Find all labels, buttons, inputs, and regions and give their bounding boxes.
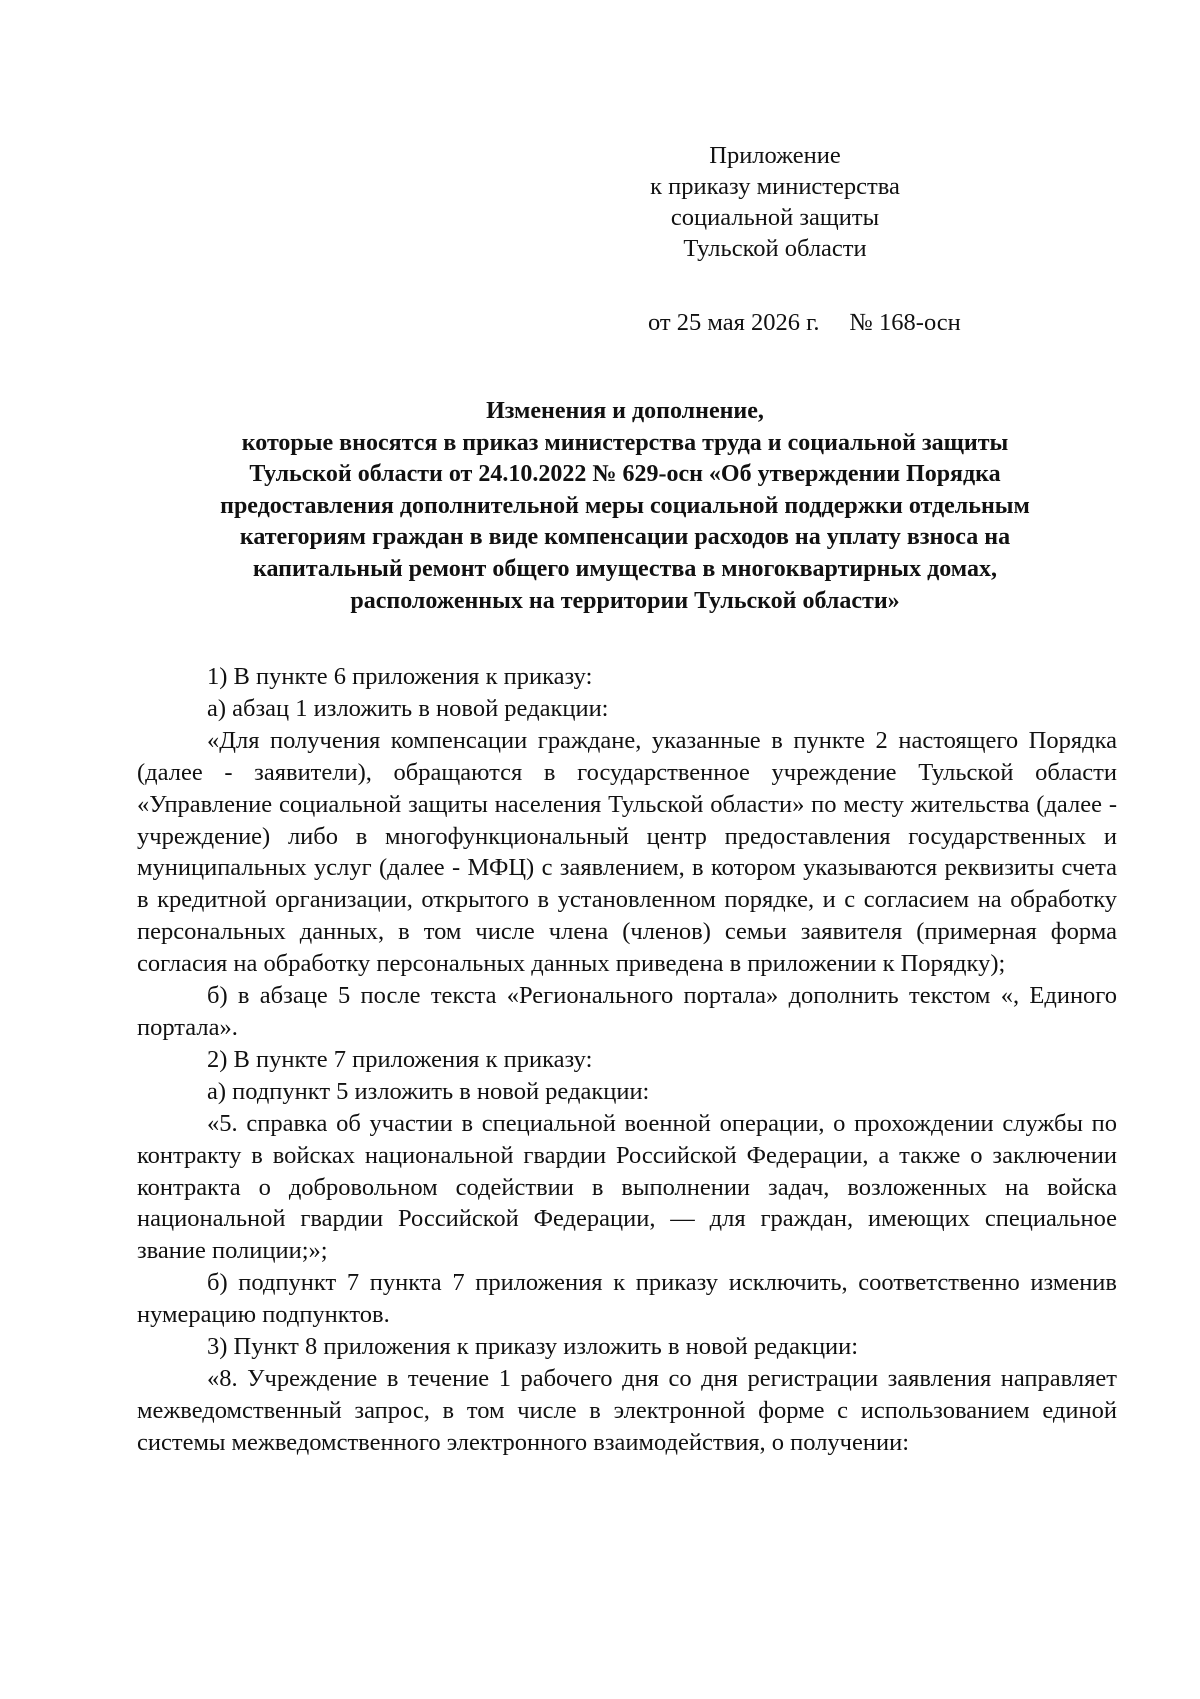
title-line: капитальный ремонт общего имущества в многоквартирных домах, — [253, 555, 997, 582]
body-paragraph: 2) В пункте 7 приложения к приказу: — [207, 1045, 593, 1073]
body-paragraph: 1) В пункте 6 приложения к приказу: — [207, 663, 593, 690]
title-line: Изменения и дополнение, — [486, 398, 764, 424]
document-body — [137, 661, 1117, 1459]
appendix-line: Тульской области — [683, 235, 867, 262]
appendix-header — [600, 140, 950, 264]
title-line: которые вносятся в приказ министерства труда и социальной защиты — [241, 429, 1009, 456]
title-line: категориям граждан в виде компенсации расходов на уплату взноса на — [239, 524, 1011, 551]
body-paragraph: «Для получения компенсации граждане, указанные в пункте 2 настоящего Порядка (далее - заявители), обращаются в государственное учреждение Тульской области «Управление социальной защиты населения Тульской области» по месту жительства (далее - учреждение) либо в многофункциональный центр предоставления государственных и муниципальных услуг (далее - МФЦ) с заявлением, в котором указываются реквизиты счета в кредитной организации, открытого в установленном порядке, и с согласием на обработку персональных данных, в том числе члена (членов) семьи заявителя (примерная форма согласия на обработку персональных данных приведена в приложении к Порядку); — [137, 726, 1117, 978]
order-date: от 25 мая 2026 г. — [648, 309, 820, 336]
appendix-line: к приказу министерства — [650, 173, 900, 200]
title-line: Тульской области от 24.10.2022 № 629-осн «Об утверждении Порядка — [249, 461, 1001, 488]
body-paragraph: «5. справка об участии в специальной военной операции, о прохождении службы по контракту в войсках национальной гвардии Российской Федерации, а также о заключении контракта о добровольном содействии в выполнении задач, возложенных на войска национальной гвардии Российской Федерации, — для граждан, имеющих специальное звание полиции;»; — [137, 1109, 1117, 1265]
order-date-number — [648, 307, 961, 338]
body-paragraph: 3) Пункт 8 приложения к приказу изложить в новой редакции: — [207, 1333, 859, 1361]
order-number: № 168-осн — [849, 309, 961, 336]
body-paragraph: а) подпункт 5 изложить в новой редакции: — [207, 1077, 650, 1105]
body-paragraph: б) подпункт 7 пункта 7 приложения к приказу исключить, соответственно изменив нумерацию подпунктов. — [137, 1269, 1117, 1329]
body-paragraph: б) в абзаце 5 после текста «Регионального портала» дополнить текстом «, Единого портала». — [137, 982, 1117, 1041]
title-line: предоставления дополнительной меры социальной поддержки отдельным — [220, 492, 1030, 519]
title-line: расположенных на территории Тульской области» — [350, 587, 900, 614]
document-title — [130, 396, 1120, 617]
body-paragraph: «8. Учреждение в течение 1 рабочего дня со дня регистрации заявления направляет межведомственный запрос, в том числе в электронной форме с использованием единой системы межведомственного электронного взаимодействия, о получении: — [137, 1364, 1117, 1456]
appendix-line: Приложение — [709, 142, 841, 169]
appendix-line: социальной защиты — [670, 204, 880, 231]
body-paragraph: а) абзац 1 изложить в новой редакции: — [207, 694, 609, 722]
